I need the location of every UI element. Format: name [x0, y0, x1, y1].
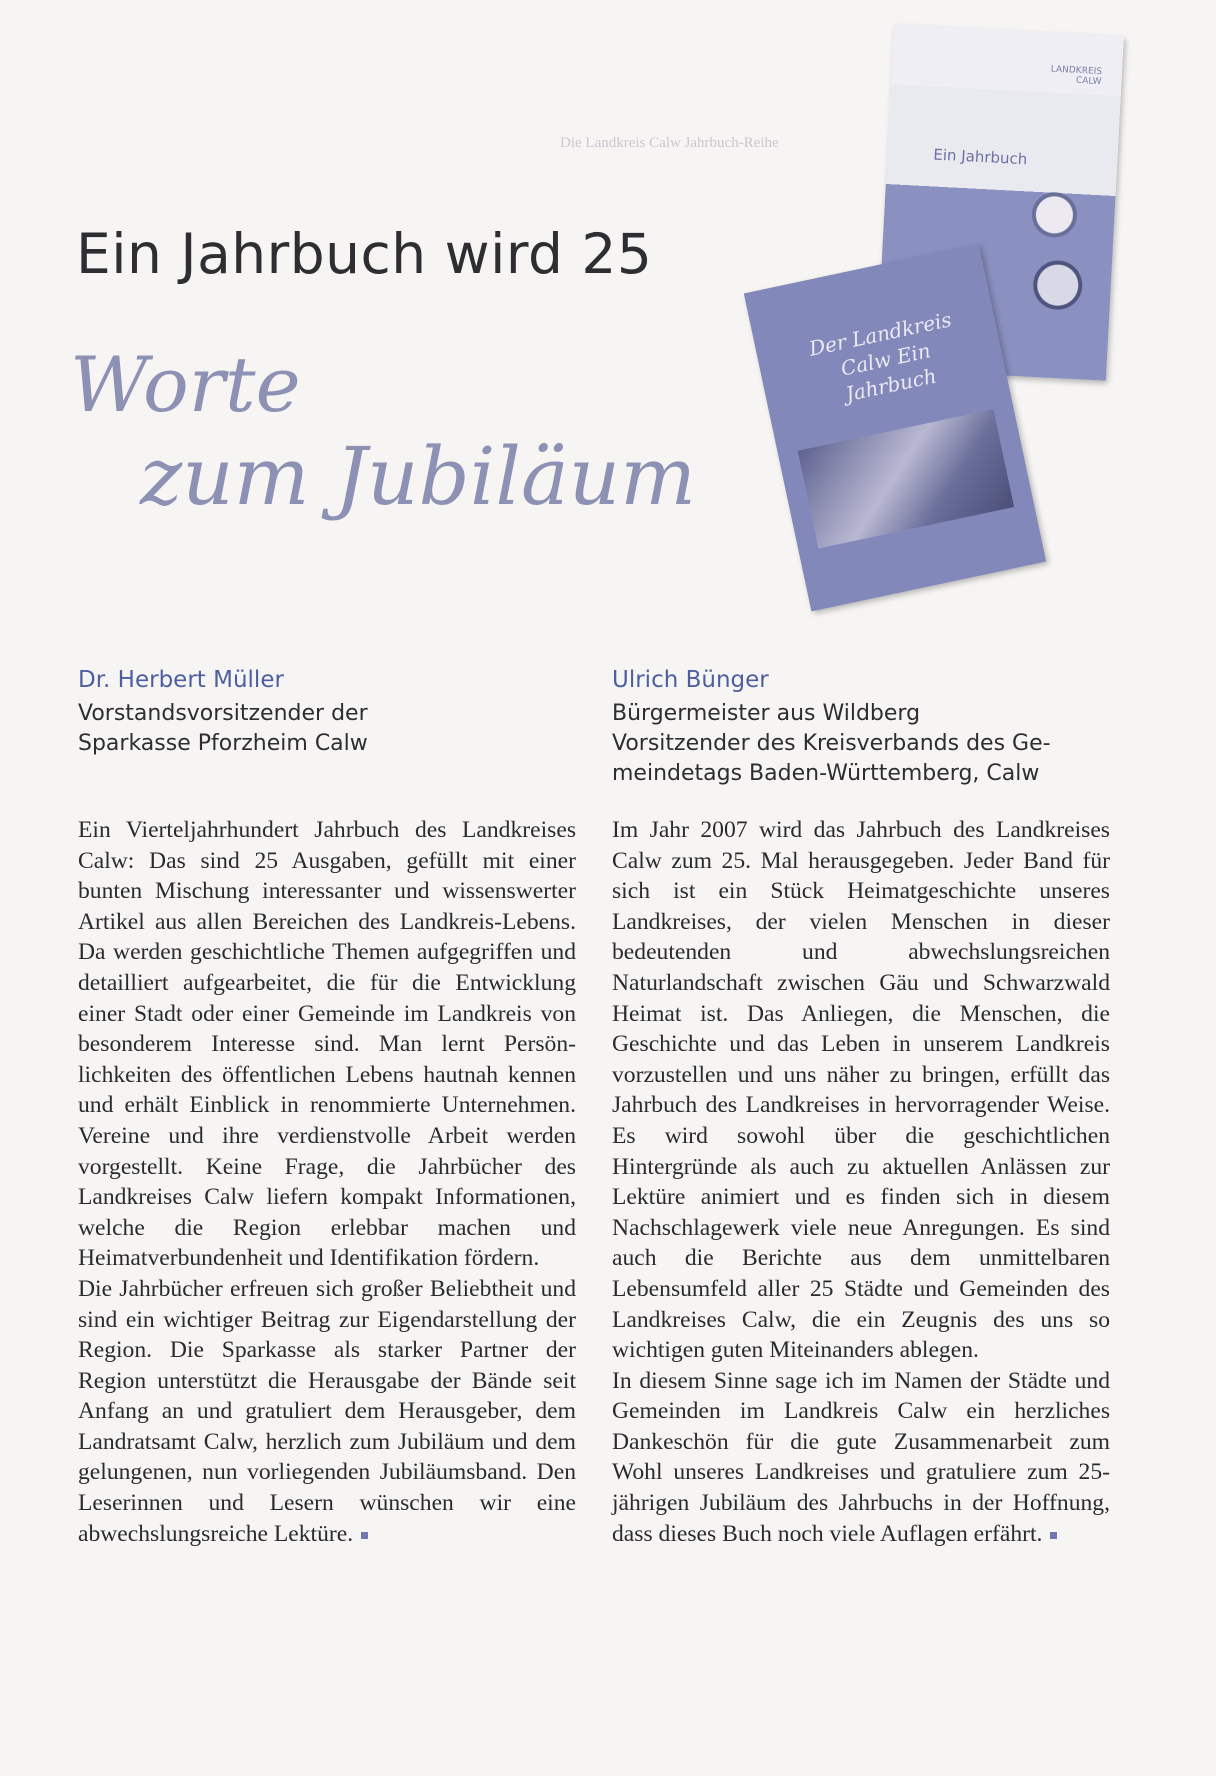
body-text-left [78, 815, 576, 1549]
book-cover-photo [798, 409, 1014, 548]
right-column [612, 665, 1110, 1549]
book-publisher: LANDKREIS CALW [1050, 64, 1103, 88]
book-subtitle: Ein Jahrbuch [932, 145, 1028, 169]
end-mark-icon [361, 1532, 368, 1539]
left-column [78, 665, 576, 1549]
script-title-line1: Worte [70, 340, 301, 429]
author-name-right: Ulrich Bünger [612, 667, 769, 693]
page-title: Ein Jahrbuch wird 25 [76, 222, 653, 286]
paragraph-right-1: Im Jahr 2007 wird das Jahrbuch des Landkreises Calw zum 25. Mal herausgegeben. Jeder Band für sich ist ein Stück Heimatgeschichte unseres Landkreises, der vielen Menschen in dieser bedeutenden und abwechslungsreichen Naturlandschaft zwischen Gäu und Schwarzwald Heimat ist. Das Anliegen, die Menschen, die Geschichte und das Leben in unserem Landkreis vorzustellen und uns näher zu bringen, erfüllt das Jahrbuch des Landkreises in hervorragender Weise. Es wird sowohl über die geschichtlichen Hintergründe als auch zu aktuellen Anlässen zur Lektüre animiert und es finden sich in diesem Nachschlagewerk viele neue Anregungen. Es sind auch die Berichte aus dem unmittelbaren Lebensumfeld aller 25 Städte und Gemeinden des Landkreises Calw, die ein Zeugnis des uns so wichtigen guten Miteinanders ablegen. [612, 817, 1110, 1364]
paragraph-left-2: Die Jahrbücher erfreuen sich großer Beliebtheit und sind ein wichtiger Beitrag zur Eigendarstellung der Region. Die Sparkasse als starker Partner der Region unterstützt die Herausgabe der Bände seit Anfang an und gratuliert dem Herausgeber, dem Landratsamt Calw, herzlich zum Jubiläum und dem gelungenen, nun vorliegenden Jubiläumsband. Den Leserinnen und Lesern wünschen wir eine abwechslungsreiche Lektüre. [78, 1275, 576, 1547]
script-title-line2: zum Jubiläum [140, 430, 697, 523]
author-block-right [612, 665, 1110, 815]
author-role-left-2: Sparkasse Pforzheim Calw [78, 731, 368, 756]
paragraph-left-1: Ein Vierteljahrhundert Jahrbuch des Landkreises Calw: Das sind 25 Ausgaben, gefüllt mit einer bunten Mischung interessanter und wissenswerter Artikel aus allen Bereichen des Landkreis-Lebens. Da werden geschichtliche Themen aufgegriffen und detailliert aufgearbeitet, die für die Entwicklung einer Stadt oder einer Gemeinde im Landkreis von besonderem Interesse sind. Man lernt Persönlichkeiten des öffentlichen Lebens hautnah kennen und erhält Einblick in renommierte Unternehmen. Vereine und ihre verdienstvolle Arbeit werden vorgestellt. Keine Frage, die Jahrbücher des Landkreises Calw liefern kompakt Informationen, welche die Region erlebbar machen und Heimatverbundenheit und Identifikation fördern. [78, 817, 576, 1272]
author-role-right-3: meindetags Baden-Württemberg, Calw [612, 761, 1040, 786]
end-mark-icon [1050, 1532, 1057, 1539]
author-role-right-2: Vorsitzender des Kreisverbands des Ge- [612, 731, 1051, 756]
author-block-left [78, 665, 576, 815]
paragraph-right-2: In diesem Sinne sage ich im Namen der Städte und Gemeinden im Landkreis Calw ein herzliches Dankeschön für die gute Zusammenarbeit zum Wohl unseres Landkreises und gratuliere zum 25-jährigen Jubiläum des Jahrbuchs in der Hoffnung, dass dieses Buch noch viele Auflagen erfährt. [612, 1367, 1110, 1547]
book-art-image [1021, 171, 1098, 314]
author-name-left: Dr. Herbert Müller [78, 667, 284, 693]
book-cover-title: Der Landkreis Calw Ein Jahrbuch [806, 307, 954, 407]
body-text-right [612, 815, 1110, 1549]
author-role-left-1: Vorstandsvorsitzender der [78, 701, 368, 726]
ghost-text: Die Landkreis Calw Jahrbuch-Reihe [560, 135, 779, 151]
author-role-right-1: Bürgermeister aus Wildberg [612, 701, 921, 726]
